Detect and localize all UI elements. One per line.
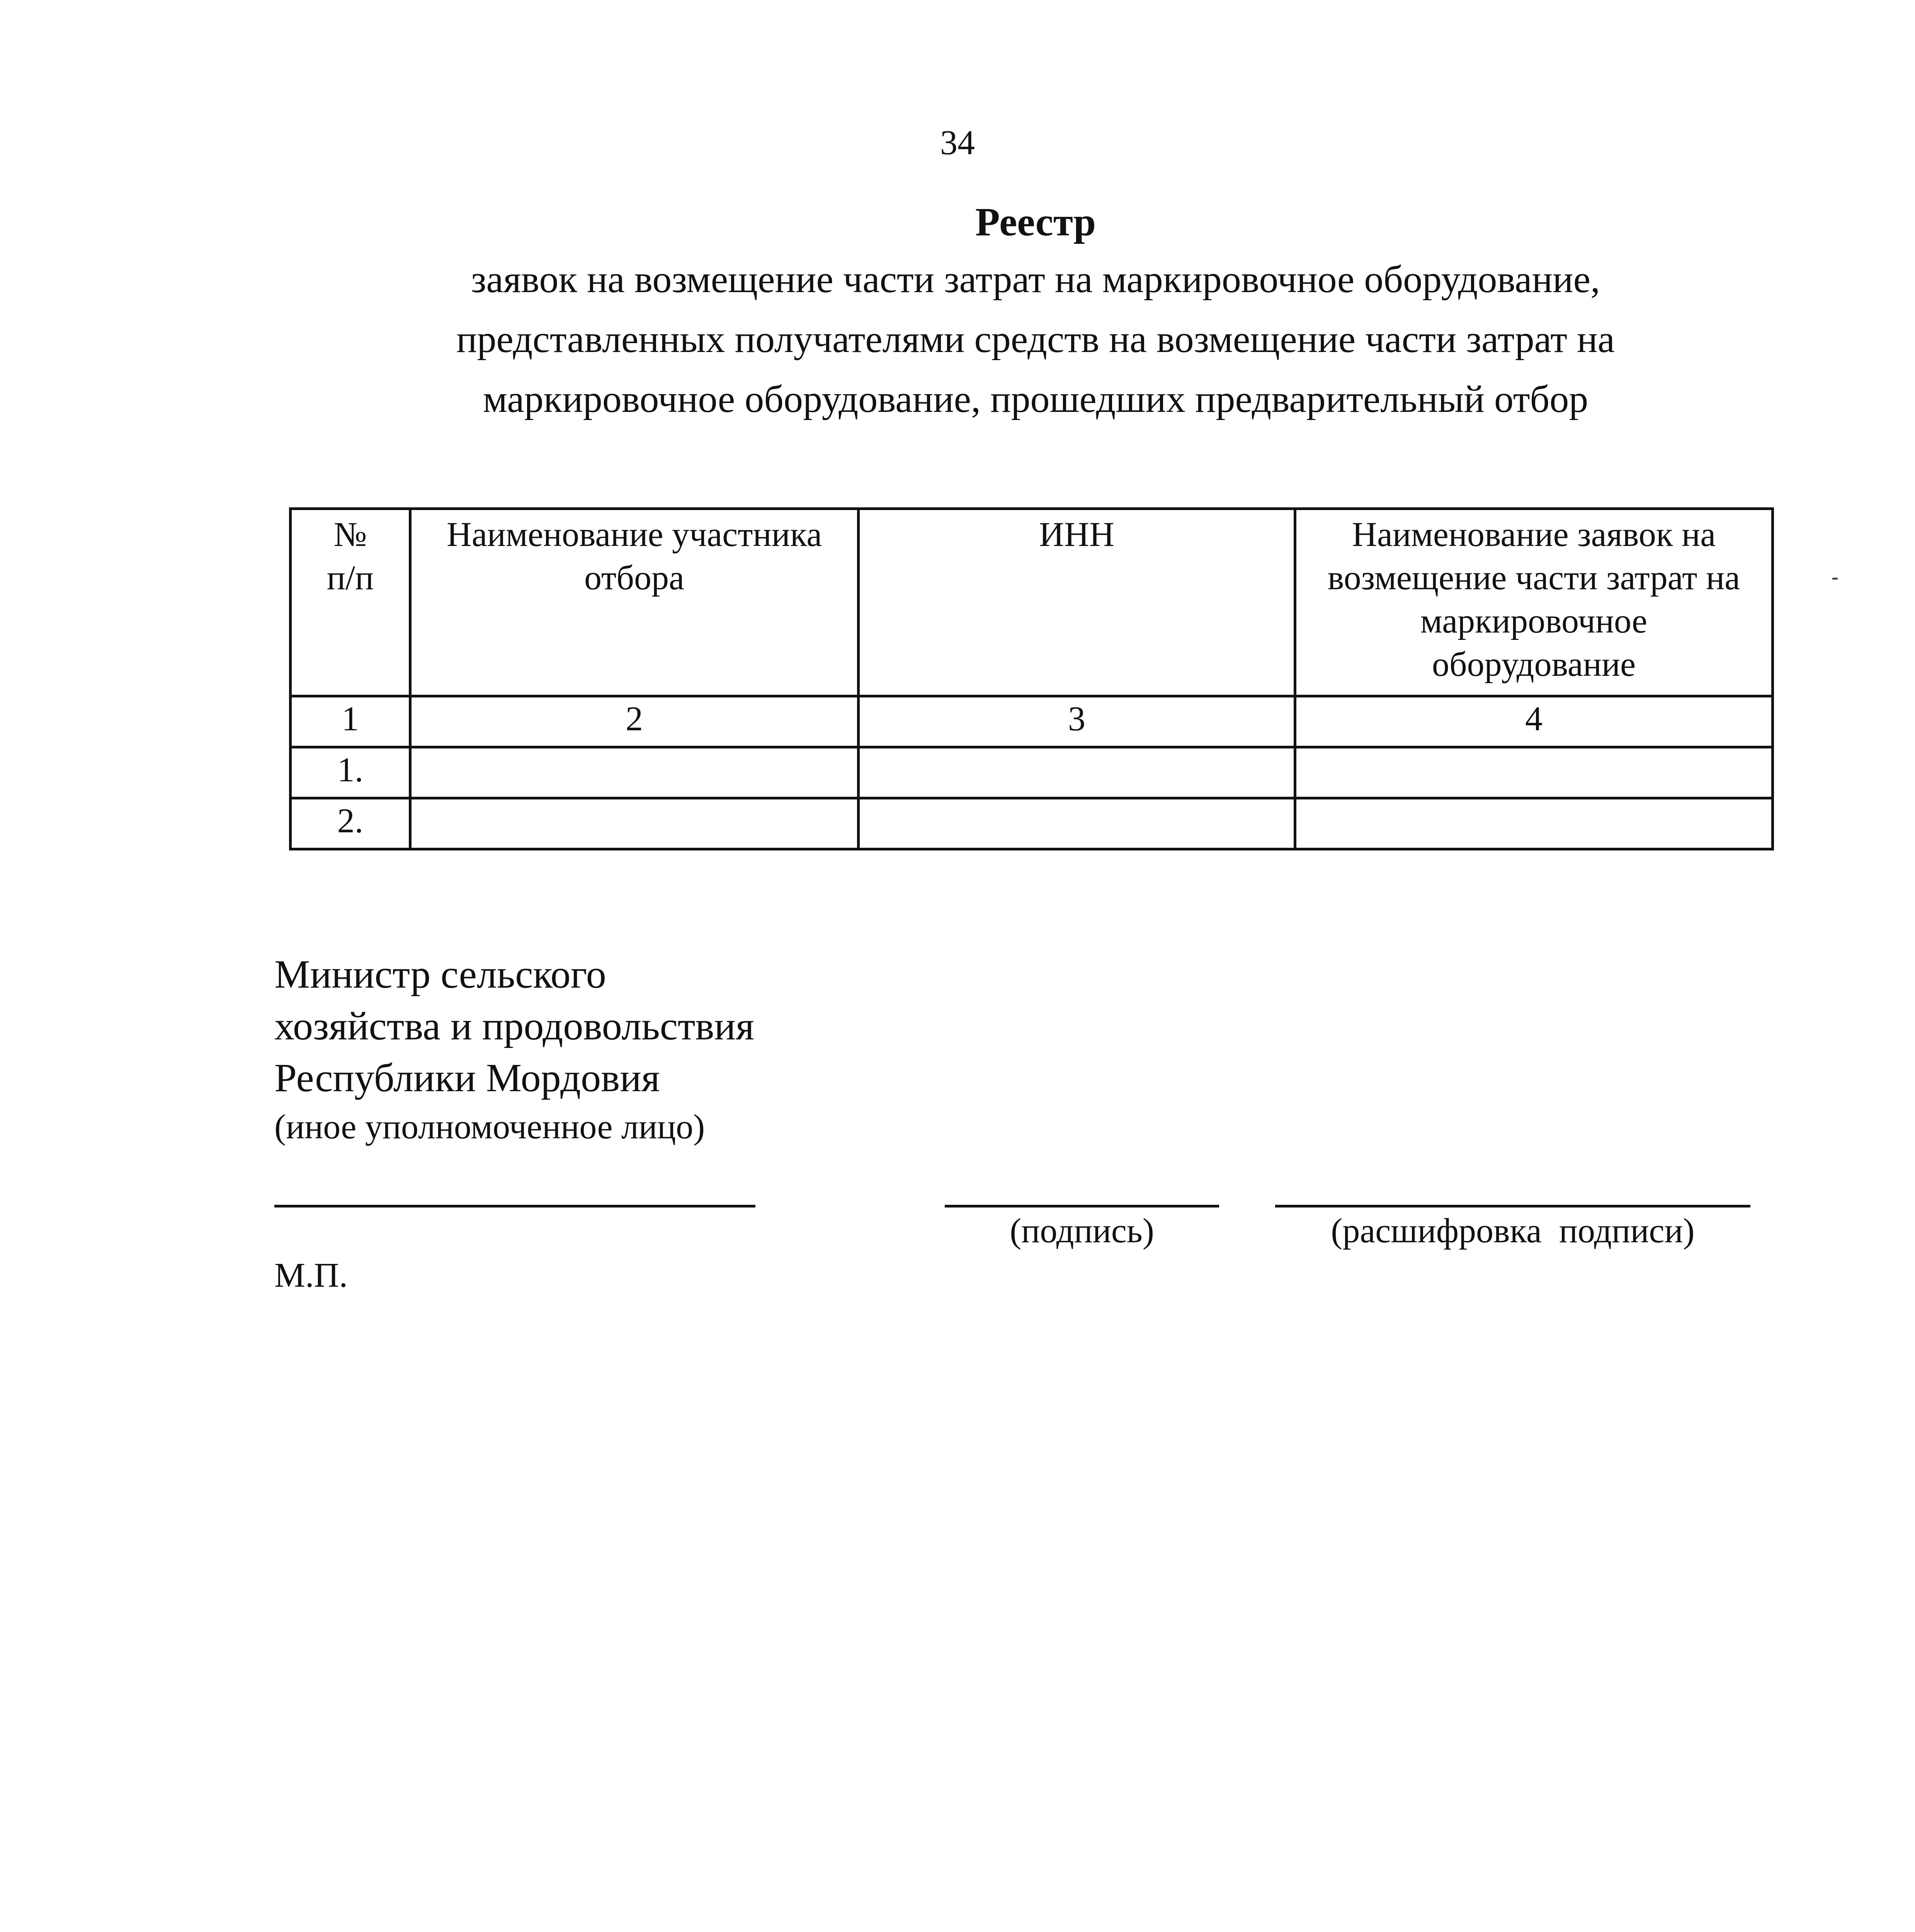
decoding-blank-line xyxy=(1275,1205,1750,1208)
table-cell xyxy=(410,798,859,849)
stamp-label: М.П. xyxy=(274,1256,348,1294)
table-cell xyxy=(859,747,1295,798)
signer-title-line: Республики Мордовия xyxy=(274,1056,660,1100)
column-number-cell: 2 xyxy=(410,696,859,747)
table-cell xyxy=(859,798,1295,849)
page-number: 34 xyxy=(940,124,975,162)
decoding-caption: (расшифровка подписи) xyxy=(1331,1212,1695,1250)
signer-title-line: хозяйства и продовольствия xyxy=(274,1004,754,1048)
table-row xyxy=(291,747,1773,798)
table-cell: 2. xyxy=(291,798,410,849)
signer-title-line: Министр сельского xyxy=(274,952,606,997)
table-cell xyxy=(410,747,859,798)
table-header-row xyxy=(291,509,1773,696)
header-inn xyxy=(859,509,1295,696)
table-row xyxy=(291,798,1773,849)
signer-note: (иное уполномоченное лицо) xyxy=(274,1108,705,1146)
subtitle-line: представленных получателями средств на возмещение части затрат на xyxy=(456,318,1615,361)
signature-blank-line xyxy=(945,1205,1219,1208)
column-number-cell: 3 xyxy=(859,696,1295,747)
signature-caption: (подпись) xyxy=(1010,1212,1154,1250)
header-participant-name xyxy=(410,509,859,696)
title-block xyxy=(309,195,1762,429)
header-inn-line: ИНН xyxy=(1039,515,1114,554)
column-number-cell: 1 xyxy=(291,696,410,747)
table-cell xyxy=(1295,798,1773,849)
header-application-line: маркировочное xyxy=(1420,602,1648,640)
header-participant-line: Наименование участника xyxy=(446,515,822,554)
signer-block xyxy=(274,949,754,1150)
registry-table xyxy=(289,507,1774,850)
header-application-line: оборудование xyxy=(1432,645,1636,684)
table-cell: 1. xyxy=(291,747,410,798)
header-participant-line: отбора xyxy=(584,559,684,597)
header-number-line: № xyxy=(333,515,367,554)
table-cell xyxy=(1295,747,1773,798)
header-number xyxy=(291,509,410,696)
header-application-name xyxy=(1295,509,1773,696)
header-application-line: Наименование заявок на xyxy=(1352,515,1716,554)
subtitle-line: заявок на возмещение части затрат на маркировочное оборудование, xyxy=(471,258,1600,301)
subtitle-line: маркировочное оборудование, прошедших предварительный отбор xyxy=(483,378,1588,420)
header-number-line: п/п xyxy=(327,559,374,597)
document-subtitle xyxy=(309,249,1762,429)
document-title: Реестр xyxy=(975,200,1096,244)
scan-artifact xyxy=(1832,578,1838,580)
position-blank-line xyxy=(274,1205,755,1208)
column-number-row xyxy=(291,696,1773,747)
column-number-cell: 4 xyxy=(1295,696,1773,747)
header-application-line: возмещение части затрат на xyxy=(1327,559,1740,597)
